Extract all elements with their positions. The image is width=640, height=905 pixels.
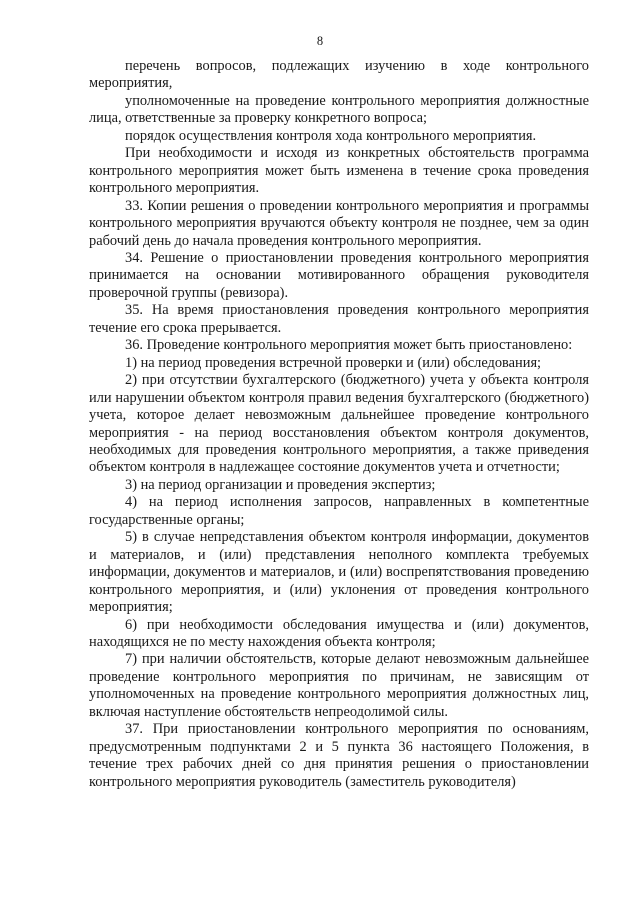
subparagraph-36-2: 2) при отсутствии бухгалтерского (бюджетного) учета у объекта контроля или нарушении объектом контроля правил ведения бухгалтерского (бюджетного) учета, которое делает невозможным дальнейшее проведение контрольного мероприятия - на период восстановления объектом контроля документов, необходимых для проведения контрольного мероприятия, а также приведения объектом контроля в надлежащее состояние документов учета и отчетности; — [89, 372, 589, 476]
subparagraph-36-4: 4) на период исполнения запросов, направленных в компетентные государственные органы; — [89, 494, 589, 528]
subparagraph-36-1: 1) на период проведения встречной проверки и (или) обследования; — [125, 354, 542, 371]
paragraph-program-questions: перечень вопросов, подлежащих изучению в ходе контрольного мероприятия, — [89, 58, 589, 92]
paragraph-authorized-officials: уполномоченные на проведение контрольного мероприятия должностные лица, ответственные за проверку конкретного вопроса; — [89, 92, 589, 127]
paragraph-control-procedure: порядок осуществления контроля хода контрольного мероприятия. — [125, 127, 537, 144]
paragraph-program-change: При необходимости и исходя из конкретных обстоятельств программа контрольного мероприятия может быть изменена в течение срока проведения контрольного мероприятия. — [89, 145, 589, 197]
document-body — [89, 58, 589, 791]
page-number: 8 — [316, 34, 324, 48]
paragraph-35: 35. На время приостановления проведения контрольного мероприятия течение его срока прерывается. — [89, 302, 589, 336]
paragraph-34: 34. Решение о приостановлении проведения контрольного мероприятия принимается на основании мотивированного обращения руководителя проверочной группы (ревизора). — [89, 249, 589, 301]
paragraph-36: 36. Проведение контрольного мероприятия может быть приостановлено: — [125, 337, 573, 354]
subparagraph-36-3: 3) на период организации и проведения экспертиз; — [125, 476, 436, 493]
subparagraph-36-7: 7) при наличии обстоятельств, которые делают невозможным дальнейшее проведение контрольного мероприятия по причинам, не зависящим от уполномоченных на проведение контрольного мероприятия должностных лиц, включая наступление обстоятельств непреодолимой силы. — [89, 651, 589, 720]
subparagraph-36-6: 6) при необходимости обследования имущества и (или) документов, находящихся не по месту нахождения объекта контроля; — [89, 616, 589, 650]
subparagraph-36-5: 5) в случае непредставления объектом контроля информации, документов и материалов, и (или) представления неполного комплекта требуемых информации, документов и материалов, и (или) воспрепятствования проведению контрольного мероприятия, и (или) уклонения от проведения контрольного мероприятия; — [89, 529, 589, 616]
paragraph-37: 37. При приостановлении контрольного мероприятия по основаниям, предусмотренным подпунктами 2 и 5 пункта 36 настоящего Положения, в течение трех рабочих дней со дня принятия решения о приостановлении контрольного мероприятия руководитель (заместитель руководителя) — [89, 721, 589, 790]
paragraph-33: 33. Копии решения о проведении контрольного мероприятия и программы контрольного мероприятия вручаются объекту контроля не позднее, чем за один рабочий день до начала проведения контрольного мероприятия. — [89, 197, 589, 249]
